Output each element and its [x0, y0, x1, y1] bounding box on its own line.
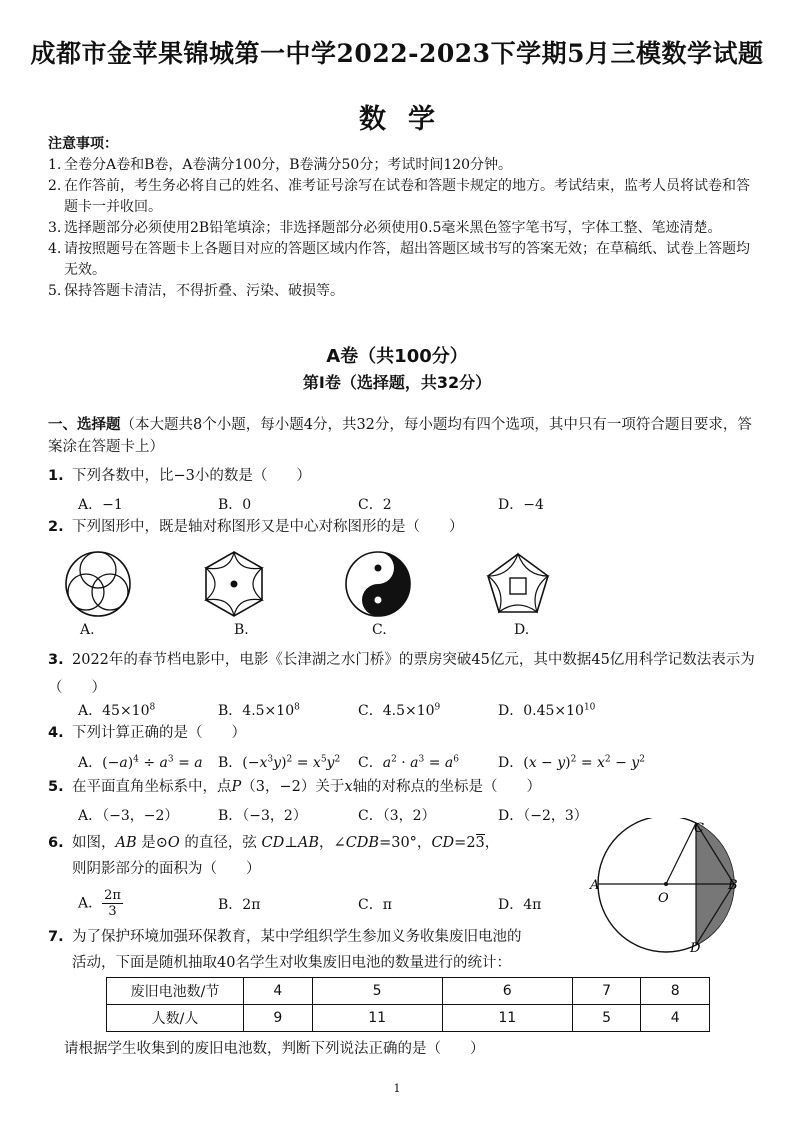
- option-a: A． $\frac{2\pi}{3}$: [78, 888, 121, 919]
- part-text: （本大题共8个小题，每小题4分，共32分，每小题均有四个选项，其中只有一项符合题目要求，答案涂在答题卡上）: [48, 417, 752, 455]
- option-d: D.: [514, 622, 530, 638]
- subject-title: 数学: [359, 104, 457, 135]
- option-d: D．−4: [498, 497, 544, 513]
- page-number: 1: [393, 1082, 401, 1095]
- notes-block: [48, 134, 758, 302]
- question-4-options: [78, 752, 718, 772]
- figure-c: [346, 552, 410, 616]
- label-a: A: [590, 878, 600, 893]
- question-7: 7. 为了保护环境加强环保教育，某中学组织学生参加义务收集废旧电池的: [48, 929, 522, 945]
- option-d: D．4π: [498, 896, 542, 913]
- option-d: D．（−2，3）: [498, 808, 588, 824]
- table-row: 人数/人 9 11 11 5 4: [107, 1005, 710, 1032]
- part-intro: [48, 414, 758, 458]
- option-b: B．$(-x^3y)^2 = x^5y^2$: [218, 754, 341, 771]
- notes-heading: 注意事项：: [48, 136, 118, 152]
- question-2-figures: [60, 548, 640, 620]
- label-c: C: [694, 821, 704, 836]
- note-item: 2. 在作答前，考生务必将自己的姓名、准考证号涂写在试卷和答题卡规定的地方。考试结束，监考人员将试卷和答题卡一并收回。: [48, 178, 750, 215]
- question-6-figure: [588, 818, 748, 958]
- question-7-prompt: 请根据学生收集到的废旧电池数，判断下列说法正确的是（ ）: [64, 1041, 485, 1057]
- option-c: C.: [372, 622, 387, 638]
- figure-b: [206, 552, 262, 616]
- option-c: C．π: [358, 896, 392, 913]
- label-d: D: [690, 941, 701, 956]
- part1-title: 第Ⅰ卷（选择题，共32分）: [302, 373, 492, 392]
- note-item: 5. 保持答题卡清洁，不得折叠、污染、破损等。: [48, 283, 344, 299]
- part-label: 一、选择题: [48, 416, 121, 433]
- option-b: B．$4.5\times 10^8$: [218, 702, 300, 719]
- option-b: B．（−3，2）: [218, 808, 307, 824]
- note-item: 4. 请按照题号在答题卡上各题目对应的答题区域内作答，超出答题区域书写的答案无效；在草稿纸、试卷上答题均无效。: [48, 241, 750, 278]
- question-6: 6. 如图，AB 是⊙O 的直径，弦 CD⊥AB，∠CDB=30°，CD=23，: [48, 835, 500, 851]
- question-3: 3. 2022年的春节档电影中，电影《长津湖之水门桥》的票房突破45亿元，其中数据45亿用科学记数法表示为（ ）: [48, 652, 755, 696]
- option-d: D．$(x - y)^2 = x^2 - y^2$: [498, 754, 645, 771]
- option-c: C．2: [358, 497, 392, 513]
- option-a: A.: [80, 622, 95, 638]
- question-6-line2: 则阴影部分的面积为（ ）: [72, 861, 261, 877]
- option-a: A．（−3，−2）: [78, 808, 179, 824]
- option-c: C．（3，2）: [358, 808, 436, 824]
- section-a-title: A卷（共100分）: [326, 346, 468, 367]
- question-2: 2. 下列图形中，既是轴对称图形又是中心对称图形的是（ ）: [48, 519, 464, 535]
- option-d: D．$0.45\times 10^{10}$: [498, 702, 596, 719]
- question-4: 4. 下列计算正确的是（ ）: [48, 725, 246, 741]
- option-b: B．0: [218, 497, 252, 513]
- question-7-line2: 活动，下面是随机抽取40名学生对收集废旧电池的数量进行的统计：: [72, 955, 511, 971]
- table-row: 废旧电池数/节 4 5 6 7 8: [107, 978, 710, 1005]
- option-a: A．−1: [78, 497, 123, 513]
- label-o: O: [658, 891, 669, 906]
- note-item: 1. 全卷分A卷和B卷，A卷满分100分，B卷满分50分；考试时间120分钟。: [48, 157, 513, 173]
- question-1: 1. 下列各数中，比−3小的数是（ ）: [48, 468, 311, 484]
- label-b: B: [728, 878, 738, 893]
- option-a: A．$(-a)^4 \div a^3 = a$: [78, 754, 203, 771]
- question-1-options: [78, 494, 718, 514]
- option-b: B.: [234, 622, 249, 638]
- figure-a: [66, 552, 130, 616]
- question-3-options: [78, 700, 718, 720]
- option-b: B．2π: [218, 896, 261, 913]
- question-2-options: [78, 622, 718, 638]
- figure-d: [488, 554, 548, 612]
- option-c: C．$4.5\times 10^9$: [358, 702, 441, 719]
- option-c: C．$a^2 \cdot a^3 = a^6$: [358, 754, 459, 771]
- question-5: 5. 在平面直角坐标系中，点P（3，−2）关于x轴的对称点的坐标是（ ）: [48, 779, 542, 795]
- note-item: 3. 选择题部分必须使用2B铅笔填涂；非选择题部分必须使用0.5毫米黑色签字笔书写，字体工整、笔迹清楚。: [48, 220, 722, 236]
- option-a: A．$45\times 10^8$: [78, 702, 156, 719]
- battery-stats-table: [106, 977, 710, 1032]
- exam-title: 成都市金苹果锦城第一中学2022-2023下学期5月三模数学试题: [30, 39, 764, 68]
